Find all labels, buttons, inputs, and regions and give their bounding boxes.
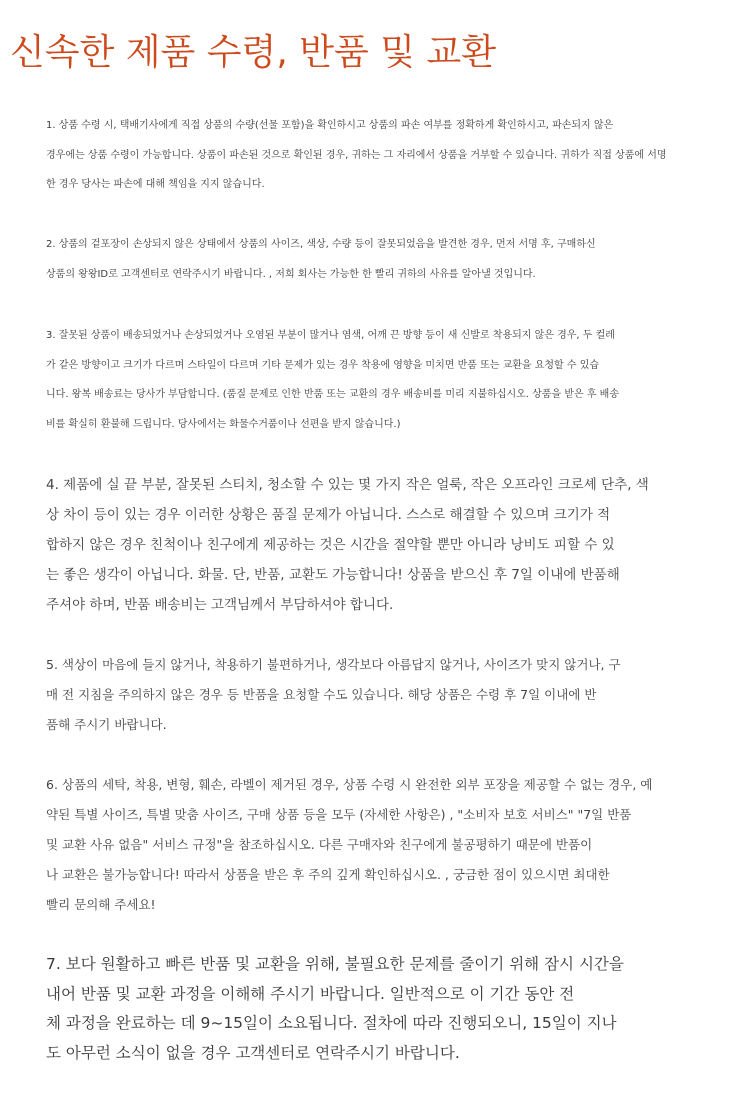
notice-line: 5. 색상이 마음에 들지 않거나, 착용하기 불편하거나, 생각보다 아름답지 않거나, 사이즈가 맞지 않거나, 구 bbox=[46, 657, 621, 672]
notice-line: 체 과정을 완료하는 데 9~15일이 소요됩니다. 절차에 따라 진행되오니, 15일이 지나 bbox=[46, 1014, 617, 1032]
notice-line: 비를 확실히 환불해 드립니다. 당사에서는 화물수거품이나 선편을 받지 않습니다.) bbox=[46, 418, 401, 430]
notice-line: 내어 반품 및 교환 과정을 이해해 주시기 바랍니다. 일반적으로 이 기간 동안 전 bbox=[46, 984, 575, 1003]
page-title: 신속한 제품 수령, 반품 및 교환 bbox=[10, 32, 496, 73]
notice-line: 상품의 왕왕ID로 고객센터로 연락주시기 바랍니다. , 저희 회사는 가능한 한 빨리 귀하의 사유를 알아낼 것입니다. bbox=[46, 268, 536, 280]
notice-line: 1. 상품 수령 시, 택배기사에게 직접 상품의 수량(선물 포함)을 확인하시고 상품의 파손 여부를 정확하게 확인하시고, 파손되지 않은 bbox=[46, 120, 614, 131]
notice-line: 나 교환은 불가능합니다! 따라서 상품을 받은 후 주의 깊게 확인하십시오. , 궁금한 점이 있으시면 최대한 bbox=[46, 867, 610, 882]
notice-line: 품해 주시기 바랍니다. bbox=[46, 717, 167, 732]
notice-line: 빨리 문의해 주세요! bbox=[46, 897, 156, 912]
notice-line: 가 같은 방향이고 크기가 다르며 스타일이 다르며 기타 문제가 있는 경우 착용에 영향을 미치면 반품 또는 교환을 요청할 수 있습 bbox=[46, 359, 600, 371]
notice-line: 니다. 왕복 배송료는 당사가 부담합니다. (품질 문제로 인한 반품 또는 교환의 경우 배송비를 미리 지불하십시오. 상품을 받은 후 배송 bbox=[46, 389, 619, 400]
notice-line: 매 전 지침을 주의하지 않은 경우 등 반품을 요청할 수도 있습니다. 해당 상품은 수령 후 7일 이내에 반 bbox=[46, 687, 597, 702]
notice-item-5 bbox=[46, 650, 702, 740]
notice-item-3 bbox=[46, 321, 702, 439]
notice-line: 3. 잘못된 상품이 배송되었거나 손상되었거나 오염된 부분이 많거나 염색, 어깨 끈 방향 등이 새 신발로 착용되지 않은 경우, 두 컬레 bbox=[46, 330, 615, 341]
notice-line: 상 차이 등이 있는 경우 이러한 상황은 품질 문제가 아닙니다. 스스로 해결할 수 있으며 크기가 적 bbox=[46, 507, 611, 523]
notice-item-1 bbox=[46, 111, 702, 200]
notice-line: 도 아무런 소식이 없을 경우 고객센터로 연락주시기 바랍니다. bbox=[46, 1043, 460, 1062]
notice-line: 및 교환 사유 없음" 서비스 규정"을 참조하십시오. 다른 구매자와 친구에게 불공평하기 때문에 반품이 bbox=[46, 837, 593, 852]
notice-line: 경우에는 상품 수령이 가능합니다. 상품이 파손된 것으로 확인된 경우, 귀하는 그 자리에서 상품을 거부할 수 있습니다. 귀하가 직접 상품에 서명 bbox=[46, 149, 667, 161]
notice-line: 합하지 않은 경우 친척이나 친구에게 제공하는 것은 시간을 절약할 뿐만 아니라 낭비도 피할 수 있 bbox=[46, 537, 615, 553]
notice-line: 6. 상품의 세탁, 착용, 변형, 훼손, 라벨이 제거된 경우, 상품 수령 시 완전한 외부 포장을 제공할 수 없는 경우, 예 bbox=[46, 777, 653, 792]
notice-line: 2. 상품의 겉포장이 손상되지 않은 상태에서 상품의 사이즈, 색상, 수량 등이 잘못되었음을 발견한 경우, 먼저 서명 후, 구매하신 bbox=[46, 239, 596, 250]
notice-line: 주셔야 하며, 반품 배송비는 고객님께서 부담하셔야 합니다. bbox=[46, 597, 394, 613]
notice-line: 4. 제품에 실 끝 부분, 잘못된 스티치, 청소할 수 있는 몇 가지 작은 얼룩, 작은 오프라인 크로셰 단추, 색 bbox=[46, 477, 649, 493]
notice-item-2 bbox=[46, 230, 702, 289]
notice-item-7 bbox=[46, 950, 702, 1068]
notice-item-4 bbox=[46, 470, 702, 620]
notice-line: 7. 보다 원활하고 빠른 반품 및 교환을 위해, 불필요한 문제를 줄이기 위해 잠시 시간을 bbox=[46, 955, 624, 973]
notice-item-6 bbox=[46, 770, 702, 920]
notice-line: 한 경우 당사는 파손에 대해 책임을 지지 않습니다. bbox=[46, 179, 265, 190]
notice-line: 약된 특별 사이즈, 특별 맞춤 사이즈, 구매 상품 등을 모두 (자세한 사항은) , "소비자 보호 서비스" "7일 반품 bbox=[46, 807, 632, 822]
notice-line: 는 좋은 생각이 아닙니다. 화물. 단, 반품, 교환도 가능합니다! 상품을 받으신 후 7일 이내에 반품해 bbox=[46, 567, 620, 583]
